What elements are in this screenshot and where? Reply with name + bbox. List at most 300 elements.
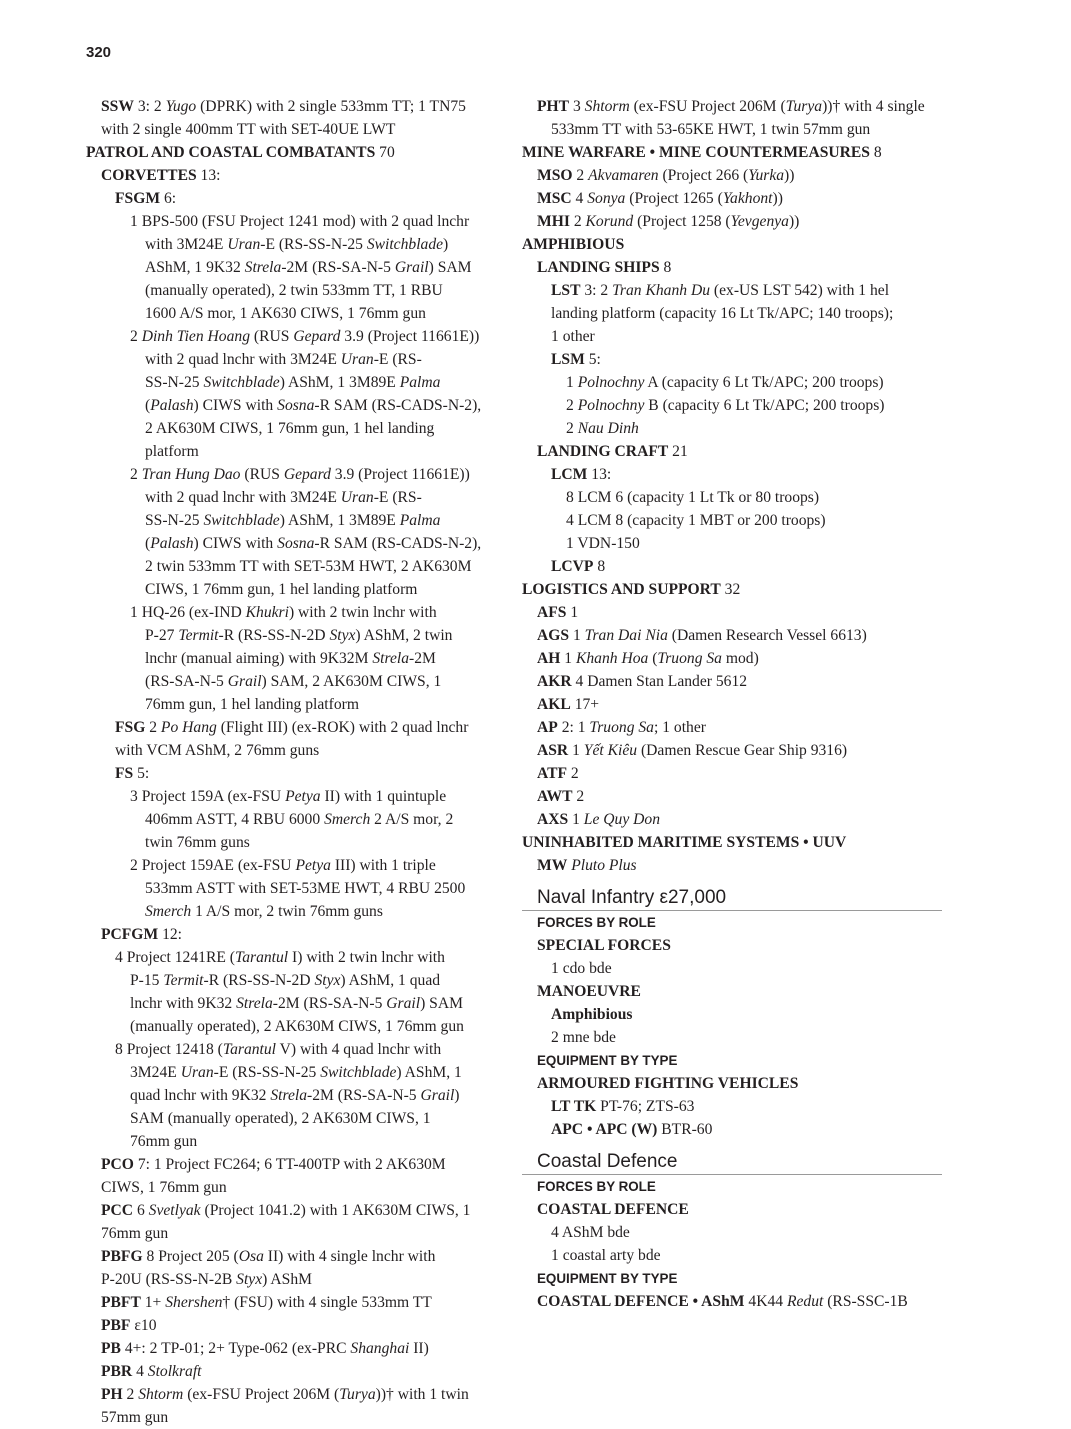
text-run: LANDING SHIPS: [537, 259, 660, 276]
text-run: PATROL AND COASTAL COMBATANTS: [86, 144, 376, 161]
text-run: Khanh Hoa: [575, 650, 649, 667]
text-run: Tarantul: [234, 949, 289, 966]
text-run: 3: [569, 98, 585, 115]
text-run: LST: [551, 282, 581, 299]
text-line: [86, 854, 516, 877]
text-run: CIWS, 1 76mm gun: [101, 1179, 227, 1196]
text-run: 2: [567, 765, 579, 782]
text-line: [86, 371, 516, 394]
text-run: platform: [145, 443, 199, 460]
text-run: P-15: [130, 972, 164, 989]
text-run: 1 HQ-26 (ex-IND: [130, 604, 246, 621]
text-run: Shanghai: [350, 1340, 410, 1357]
text-run: AShM, 1 9K32: [145, 259, 245, 276]
text-run: Strela: [270, 1087, 307, 1104]
text-line: [86, 256, 516, 279]
text-line: [522, 279, 942, 302]
text-line: [522, 233, 942, 256]
text-run: 1: [566, 374, 578, 391]
text-run: (manually operated), 2 AK630M CIWS, 1 76mm gun: [130, 1018, 464, 1035]
text-run: Strela: [244, 259, 282, 276]
text-run: PB: [101, 1340, 121, 1357]
text-run: Styx: [236, 1271, 263, 1288]
text-run: (: [145, 535, 151, 552]
text-run: Yevgenya: [730, 213, 789, 230]
text-line: [522, 486, 942, 509]
text-run: Grail: [394, 259, 429, 276]
text-run: 4K44: [744, 1293, 787, 1310]
text-run: 533mm TT with 53-65KE HWT, 1 twin 57mm gun: [551, 121, 871, 138]
text-line: [522, 716, 942, 739]
text-line: [522, 647, 942, 670]
text-run: -E (RS-: [373, 351, 422, 368]
text-run: with VCM AShM, 2 76mm guns: [115, 742, 320, 759]
text-run: Svetlyak: [148, 1202, 201, 1219]
text-run: AFS: [537, 604, 567, 621]
text-run: EQUIPMENT BY TYPE: [537, 1053, 678, 1068]
text-run: Palma: [399, 374, 441, 391]
text-run: COASTAL DEFENCE • AShM: [537, 1293, 745, 1310]
text-run: Truong Sa: [657, 650, 722, 667]
text-run: Korund: [585, 213, 634, 230]
text-run: ) SAM: [428, 259, 472, 276]
text-run: (Project 266 (: [658, 167, 749, 184]
text-run: with 2 single 400mm TT with SET-40UE LWT: [101, 121, 396, 138]
text-run: 2: [569, 213, 586, 230]
text-line: [522, 256, 942, 279]
text-run: Strela: [372, 650, 410, 667]
text-run: Petya: [285, 788, 321, 805]
text-run: ASR: [537, 742, 569, 759]
text-run: SSW: [101, 98, 134, 115]
text-line: [86, 1130, 516, 1153]
text-run: MW: [537, 857, 568, 874]
text-run: AGS: [537, 627, 570, 644]
text-run: 3.9 (Project 11661E)): [330, 466, 470, 483]
text-run: 1 A/S mor, 2 twin 76mm guns: [191, 903, 383, 920]
text-run: MANOEUVRE: [537, 983, 641, 1000]
text-run: ) AShM, 1 3M89E: [279, 512, 400, 529]
text-run: 2: 1: [557, 719, 590, 736]
text-run: (: [648, 650, 658, 667]
text-run: 1 VDN-150: [566, 535, 640, 552]
text-run: Amphibious: [551, 1006, 633, 1023]
text-run: MSC: [537, 190, 572, 207]
text-run: AMPHIBIOUS: [522, 236, 625, 253]
section-subheading: [522, 911, 942, 934]
text-line: [522, 670, 942, 693]
text-line: [86, 1268, 516, 1291]
text-run: Sonya: [587, 190, 626, 207]
text-run: 2: [122, 1386, 139, 1403]
text-run: 3: 2: [580, 282, 613, 299]
text-run: LOGISTICS AND SUPPORT: [522, 581, 721, 598]
text-line: [86, 601, 516, 624]
text-run: UNINHABITED MARITIME SYSTEMS • UUV: [522, 834, 847, 851]
text-line: [522, 1244, 942, 1267]
text-line: [86, 923, 516, 946]
text-run: 21: [668, 443, 688, 460]
text-line: [522, 394, 942, 417]
text-run: Nau Dinh: [577, 420, 639, 437]
text-run: Naval Infantry: [537, 887, 655, 908]
text-run: 2: [130, 328, 142, 345]
text-run: AH: [537, 650, 561, 667]
text-run: 76mm gun, 1 hel landing platform: [145, 696, 359, 713]
text-run: 2 A/S mor, 2: [370, 811, 454, 828]
text-run: Grail: [386, 995, 421, 1012]
text-run: (Project 1041.2) with 1 AK630M CIWS, 1: [200, 1202, 471, 1219]
text-line: [86, 233, 516, 256]
text-line: [86, 1383, 516, 1406]
text-run: -2M (RS-SA-N-5: [272, 995, 387, 1012]
text-run: CIWS, 1 76mm gun, 1 hel landing platform: [145, 581, 418, 598]
text-run: 4+: 2 TP-01; 2+ Type-062 (ex-PRC: [120, 1340, 351, 1357]
text-line: [522, 555, 942, 578]
text-run: (manually operated), 2 twin 533mm TT, 1 RBU: [145, 282, 443, 299]
text-run: AXS: [537, 811, 569, 828]
text-run: Switchblade: [320, 1064, 397, 1081]
section-subheading: [522, 1267, 942, 1290]
text-run: Styx: [314, 972, 341, 989]
text-run: Yugo: [165, 98, 197, 115]
text-line: [86, 624, 516, 647]
text-line: [86, 95, 516, 118]
text-run: Tarantul: [222, 1041, 277, 1058]
text-run: LANDING CRAFT: [537, 443, 669, 460]
text-run: Grail: [420, 1087, 455, 1104]
text-line: [522, 302, 942, 325]
text-run: PCO: [101, 1156, 134, 1173]
text-line: [86, 670, 516, 693]
text-line: [86, 900, 516, 923]
text-run: 2: [566, 397, 578, 414]
text-run: Switchblade: [203, 374, 280, 391]
text-line: [86, 279, 516, 302]
text-run: 6:: [160, 190, 177, 207]
text-run: Switchblade: [203, 512, 280, 529]
left-column: [86, 95, 516, 1429]
text-run: III) with 1 triple: [330, 857, 436, 874]
text-run: 1600 A/S mor, 1 AK630 CIWS, 1 76mm gun: [145, 305, 426, 322]
text-run: Shtorm: [584, 98, 630, 115]
text-line: [86, 831, 516, 854]
text-run: 406mm ASTT, 4 RBU 6000: [145, 811, 325, 828]
text-run: PBFT: [101, 1294, 141, 1311]
text-run: Osa: [238, 1248, 264, 1265]
text-line: [522, 463, 942, 486]
text-run: 3M24E: [130, 1064, 181, 1081]
text-line: [522, 934, 942, 957]
text-line: [522, 1290, 942, 1313]
text-run: Uran: [180, 1064, 214, 1081]
text-run: PH: [101, 1386, 123, 1403]
text-run: -R SAM (RS-CADS-N-2),: [314, 535, 482, 552]
text-run: 1: [568, 742, 584, 759]
text-run: 70: [375, 144, 395, 161]
text-run: 2: [566, 420, 578, 437]
text-run: 4 LCM 8 (capacity 1 MBT or 200 troops): [566, 512, 826, 529]
text-line: [86, 1084, 516, 1107]
text-line: [86, 187, 516, 210]
text-run: 1: [560, 650, 576, 667]
text-run: (Project 1258 (: [633, 213, 731, 230]
text-line: [522, 440, 942, 463]
text-run: ) AShM: [262, 1271, 312, 1288]
text-run: quad lnchr with 9K32: [130, 1087, 271, 1104]
text-run: Termit: [178, 627, 219, 644]
text-line: [86, 578, 516, 601]
text-run: Turya: [785, 98, 823, 115]
text-run: 3 Project 159A (ex-FSU: [130, 788, 286, 805]
text-run: lnchr (manual aiming) with 9K32M: [145, 650, 373, 667]
text-run: II) with 1 quintuple: [320, 788, 447, 805]
text-line: [522, 624, 942, 647]
text-run: AP: [537, 719, 558, 736]
text-line: [86, 1406, 516, 1429]
text-run: 2: [145, 719, 161, 736]
text-line: [522, 371, 942, 394]
text-run: 8 Project 12418 (: [115, 1041, 223, 1058]
text-run: Pluto Plus: [571, 857, 637, 874]
section-subheading: [522, 1175, 942, 1198]
text-line: [86, 785, 516, 808]
text-run: Redut: [786, 1293, 824, 1310]
text-line: [86, 1015, 516, 1038]
text-run: SS-N-25: [145, 512, 204, 529]
text-run: twin 76mm guns: [145, 834, 250, 851]
text-run: Petya: [295, 857, 331, 874]
text-run: PBR: [101, 1363, 133, 1380]
text-run: -E (RS-SS-N-25: [213, 1064, 321, 1081]
text-line: [86, 992, 516, 1015]
text-run: PBF: [101, 1317, 131, 1334]
text-run: (: [145, 397, 151, 414]
text-run: -E (RS-SS-N-25: [260, 236, 367, 253]
text-run: ATF: [537, 765, 568, 782]
text-run: 12:: [158, 926, 182, 943]
text-run: ))† with 4 single: [822, 98, 925, 115]
text-line: [86, 555, 516, 578]
text-run: LSM: [551, 351, 585, 368]
text-run: -2M: [409, 650, 436, 667]
text-run: PT-76; ZTS-63: [596, 1098, 695, 1115]
text-line: [522, 785, 942, 808]
text-run: V) with 4 quad lnchr with: [276, 1041, 442, 1058]
text-run: (ex-FSU Project 206M (: [629, 98, 786, 115]
text-line: [522, 762, 942, 785]
text-run: FORCES BY ROLE: [537, 915, 656, 930]
text-run: ) AShM, 1: [396, 1064, 462, 1081]
text-run: with 2 quad lnchr with 3M24E: [145, 351, 341, 368]
section-title: [522, 886, 942, 911]
text-line: [86, 509, 516, 532]
text-run: 32: [720, 581, 741, 598]
text-line: [522, 348, 942, 371]
text-run: ): [443, 236, 449, 253]
text-line: [522, 808, 942, 831]
text-run: 3: 2: [133, 98, 166, 115]
section-title: [522, 1150, 942, 1175]
text-run: 1: [566, 604, 579, 621]
text-line: [522, 854, 942, 877]
text-run: Tran Khanh Du: [612, 282, 711, 299]
text-run: ) SAM: [420, 995, 463, 1012]
text-run: Palma: [399, 512, 441, 529]
text-line: [86, 1314, 516, 1337]
text-run: Po Hang: [160, 719, 217, 736]
text-run: )): [784, 167, 795, 184]
text-run: 4 Damen Stan Lander 5612: [571, 673, 748, 690]
text-line: [522, 831, 942, 854]
text-run: 1: [568, 811, 584, 828]
text-run: ) SAM, 2 AK630M CIWS, 1: [261, 673, 442, 690]
text-run: LT TK: [551, 1098, 597, 1115]
text-run: Yakhont: [722, 190, 773, 207]
text-line: [86, 210, 516, 233]
text-run: AKL: [537, 696, 571, 713]
text-line: [522, 578, 942, 601]
text-line: [522, 1026, 942, 1049]
text-line: [86, 440, 516, 463]
text-line: [86, 693, 516, 716]
section-subheading: [522, 1049, 942, 1072]
text-run: Smerch: [145, 903, 192, 920]
text-run: Gepard: [283, 466, 331, 483]
text-line: [86, 1222, 516, 1245]
text-line: [522, 601, 942, 624]
text-run: Grail: [227, 673, 262, 690]
text-line: [86, 463, 516, 486]
text-line: [522, 532, 942, 555]
right-column: [522, 95, 942, 1313]
text-run: 2: [572, 788, 585, 805]
text-line: [522, 210, 942, 233]
text-run: Uran: [340, 351, 374, 368]
text-run: Akvamaren: [588, 167, 659, 184]
text-run: LCM: [551, 466, 588, 483]
text-run: 76mm gun: [130, 1133, 198, 1150]
text-run: Shtorm: [138, 1386, 184, 1403]
text-run: 8: [659, 259, 672, 276]
text-run: SS-N-25: [145, 374, 204, 391]
text-run: 533mm ASTT with SET-53ME HWT, 4 RBU 2500: [145, 880, 466, 897]
text-run: LCVP: [551, 558, 594, 575]
text-run: (Project 1265 (: [625, 190, 723, 207]
text-run: Sosna: [277, 535, 315, 552]
text-run: ) AShM, 2 twin: [355, 627, 453, 644]
text-run: Polnochny: [577, 374, 645, 391]
text-line: [86, 762, 516, 785]
text-run: SAM (manually operated), 2 AK630M CIWS, 1: [130, 1110, 431, 1127]
text-run: 1 cdo bde: [551, 960, 612, 977]
text-run: (ex-FSU Project 206M (: [183, 1386, 340, 1403]
text-run: ; 1 other: [653, 719, 706, 736]
text-run: 4 AShM bde: [551, 1224, 630, 1241]
text-run: with 2 quad lnchr with 3M24E: [145, 489, 341, 506]
text-line: [522, 1003, 942, 1026]
text-run: 3.9 (Project 11661E)): [340, 328, 480, 345]
text-run: Le Quy Don: [583, 811, 661, 828]
text-run: ε10: [130, 1317, 157, 1334]
text-run: (ex-US LST 542) with 1 hel: [710, 282, 890, 299]
text-run: Tran Dai Nia: [584, 627, 668, 644]
text-run: (RUS: [250, 328, 294, 345]
text-run: SPECIAL FORCES: [537, 937, 671, 954]
text-run: Switchblade: [366, 236, 444, 253]
text-line: [522, 417, 942, 440]
text-line: [522, 1095, 942, 1118]
text-line: [86, 1107, 516, 1130]
text-line: [522, 118, 942, 141]
text-run: 8 LCM 6 (capacity 1 Lt Tk or 80 troops): [566, 489, 820, 506]
text-run: Coastal Defence: [537, 1151, 678, 1172]
page-number: 320: [86, 44, 112, 61]
text-run: )): [772, 190, 783, 207]
text-line: [86, 1245, 516, 1268]
text-run: 1 BPS-500 (FSU Project 1241 mod) with 2 quad lnchr: [130, 213, 470, 230]
text-line: [86, 647, 516, 670]
text-run: BTR-60: [657, 1121, 713, 1138]
text-run: AKR: [537, 673, 572, 690]
text-run: mod): [721, 650, 759, 667]
text-run: FSGM: [115, 190, 161, 207]
text-run: Khukri: [245, 604, 289, 621]
text-run: FS: [115, 765, 134, 782]
text-line: [522, 1198, 942, 1221]
text-run: I) with 2 twin lnchr with: [288, 949, 445, 966]
text-run: ): [454, 1087, 460, 1104]
text-run: Uran: [340, 489, 374, 506]
text-line: [522, 325, 942, 348]
text-run: Termit: [163, 972, 204, 989]
text-line: [522, 1118, 942, 1141]
text-run: PBFG: [101, 1248, 143, 1265]
text-line: [86, 946, 516, 969]
text-run: lnchr with 9K32: [130, 995, 237, 1012]
text-run: (DPRK) with 2 single 533mm TT; 1 TN75: [196, 98, 466, 115]
text-line: [86, 394, 516, 417]
text-run: )): [788, 213, 800, 230]
text-run: II): [409, 1340, 429, 1357]
text-line: [86, 1291, 516, 1314]
text-run: 1+: [140, 1294, 166, 1311]
text-line: [86, 1176, 516, 1199]
text-run: P-27: [145, 627, 179, 644]
text-run: -R SAM (RS-CADS-N-2),: [314, 397, 482, 414]
text-run: B (capacity 6 Lt Tk/APC; 200 troops): [644, 397, 885, 414]
text-run: Uran: [227, 236, 261, 253]
text-run: 2 mne bde: [551, 1029, 616, 1046]
text-run: 4: [132, 1363, 148, 1380]
text-line: [522, 1221, 942, 1244]
text-run: 1 other: [551, 328, 595, 345]
text-line: [86, 1061, 516, 1084]
text-run: A (capacity 6 Lt Tk/APC; 200 troops): [644, 374, 884, 391]
text-run: FSG: [115, 719, 146, 736]
text-line: [86, 486, 516, 509]
text-run: MHI: [537, 213, 570, 230]
text-run: 7: 1 Project FC264; 6 TT-400TP with 2 AK630M: [133, 1156, 446, 1173]
text-run: P-20U (RS-SS-N-2B: [101, 1271, 237, 1288]
text-run: 2 twin 533mm TT with SET-53M HWT, 2 AK630M: [145, 558, 472, 575]
text-run: ))† with 1 twin: [375, 1386, 469, 1403]
text-run: ) CIWS with: [193, 397, 278, 414]
text-run: Sosna: [277, 397, 315, 414]
text-line: [86, 141, 516, 164]
text-run: ) AShM, 1 quad: [340, 972, 441, 989]
text-run: -2M (RS-SA-N-5: [307, 1087, 421, 1104]
